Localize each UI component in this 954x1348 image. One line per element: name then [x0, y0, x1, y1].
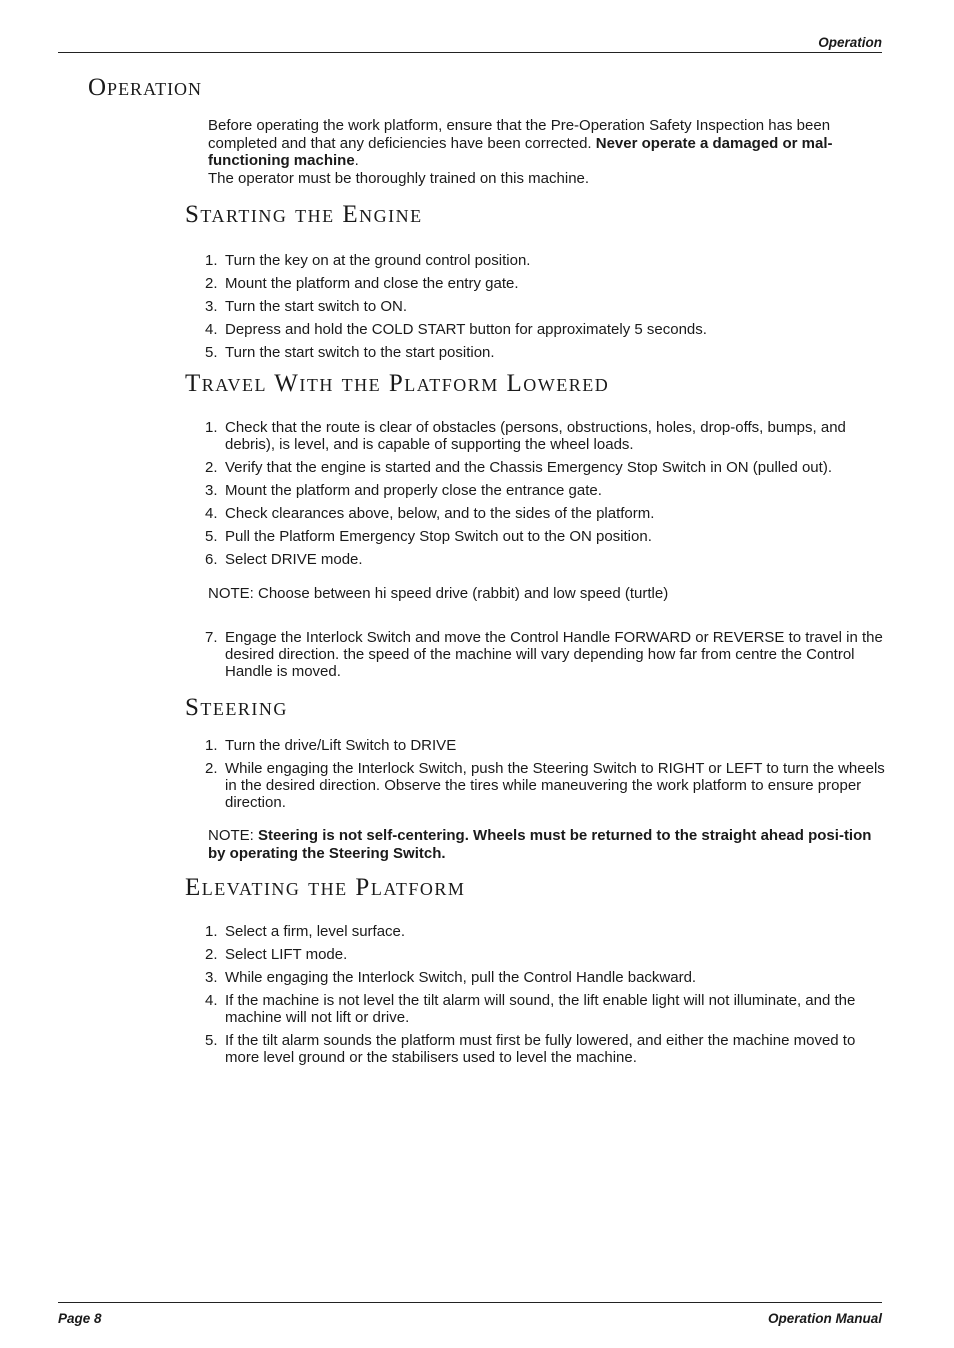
intro-period: .: [354, 152, 359, 169]
elevating-steps-list: [205, 923, 885, 1072]
page-title: Operation: [88, 74, 203, 101]
steering-note-text: Steering is not self-centering. Wheels must be returned to the straight ahead posi-tion by operating the Steering Switch.: [208, 827, 872, 862]
list-item: 3. Turn the start switch to ON.: [205, 298, 407, 315]
list-item: 4. If the machine is not level the tilt alarm will sound, the lift enable light will not illuminate, and the machine will not lift or drive.: [205, 992, 856, 1026]
list-item: 2. Mount the platform and close the entry gate.: [205, 275, 519, 292]
steering-note-label: NOTE:: [208, 827, 259, 844]
starting-steps-list: [205, 252, 885, 367]
travel-note: NOTE: Choose between hi speed drive (rabbit) and low speed (turtle): [208, 585, 669, 602]
list-item: 2. While engaging the Interlock Switch, push the Steering Switch to RIGHT or LEFT to turn the wheels in the desired direction. Observe the tires while maneuvering the work platform to ensure proper direction.: [205, 760, 885, 811]
header-section-title: Operation: [818, 35, 882, 50]
heading-starting-engine: Starting the Engine: [185, 201, 423, 228]
manual-title: Operation Manual: [767, 1311, 882, 1326]
list-item: 5. If the tilt alarm sounds the platform must first be fully lowered, and either the machine moved to more level ground or the stabilisers used to level the machine.: [205, 1032, 856, 1066]
list-item: 5. Pull the Platform Emergency Stop Switch out to the ON position.: [205, 528, 652, 545]
list-item: 3. Mount the platform and properly close the entrance gate.: [205, 482, 602, 499]
list-item: 2. Select LIFT mode.: [205, 946, 348, 963]
list-item: 1. Select a firm, level surface.: [205, 923, 406, 940]
list-item: 3. While engaging the Interlock Switch, pull the Control Handle backward.: [205, 969, 697, 986]
list-item: 1. Check that the route is clear of obstacles (persons, obstructions, holes, drop-offs, bumps, and debris), is level, and is capable of supporting the wheel loads.: [205, 419, 846, 453]
list-item: 2. Verify that the engine is started and the Chassis Emergency Stop Switch in ON (pulled out).: [205, 459, 832, 476]
list-item: 6. Select DRIVE mode.: [205, 551, 363, 568]
steering-steps-list: [205, 737, 885, 817]
intro-paragraph: [208, 117, 884, 187]
page-number: Page 8: [58, 1311, 102, 1326]
list-item: 4. Check clearances above, below, and to the sides of the platform.: [205, 505, 655, 522]
list-item: 5. Turn the start switch to the start position.: [205, 344, 495, 361]
travel-steps-list: [205, 419, 885, 574]
footer-rule: [58, 1302, 882, 1303]
list-item: 1. Turn the drive/Lift Switch to DRIVE: [205, 737, 457, 754]
steering-note: [208, 827, 884, 862]
travel-step-7: [205, 629, 885, 686]
header-rule: [58, 52, 882, 53]
list-item: 4. Depress and hold the COLD START button for approximately 5 seconds.: [205, 321, 707, 338]
list-item: 1. Turn the key on at the ground control position.: [205, 252, 531, 269]
intro-training: The operator must be thoroughly trained on this machine.: [208, 169, 590, 187]
list-item: 7. Engage the Interlock Switch and move the Control Handle FORWARD or REVERSE to travel in the desired direction. the speed of the machine will vary depending how far from centre the Control Handle is moved.: [205, 629, 883, 680]
intro-text: Before operating the work platform, ensure that the Pre-Operation Safety Inspection has been completed and that any deficiencies have been corrected.: [208, 117, 831, 152]
heading-elevating: Elevating the Platform: [185, 874, 466, 901]
heading-steering: Steering: [185, 694, 288, 721]
intro-warning: Never operate a damaged or mal-functioning machine: [208, 134, 833, 169]
heading-travel: Travel With the Platform Lowered: [185, 370, 610, 397]
